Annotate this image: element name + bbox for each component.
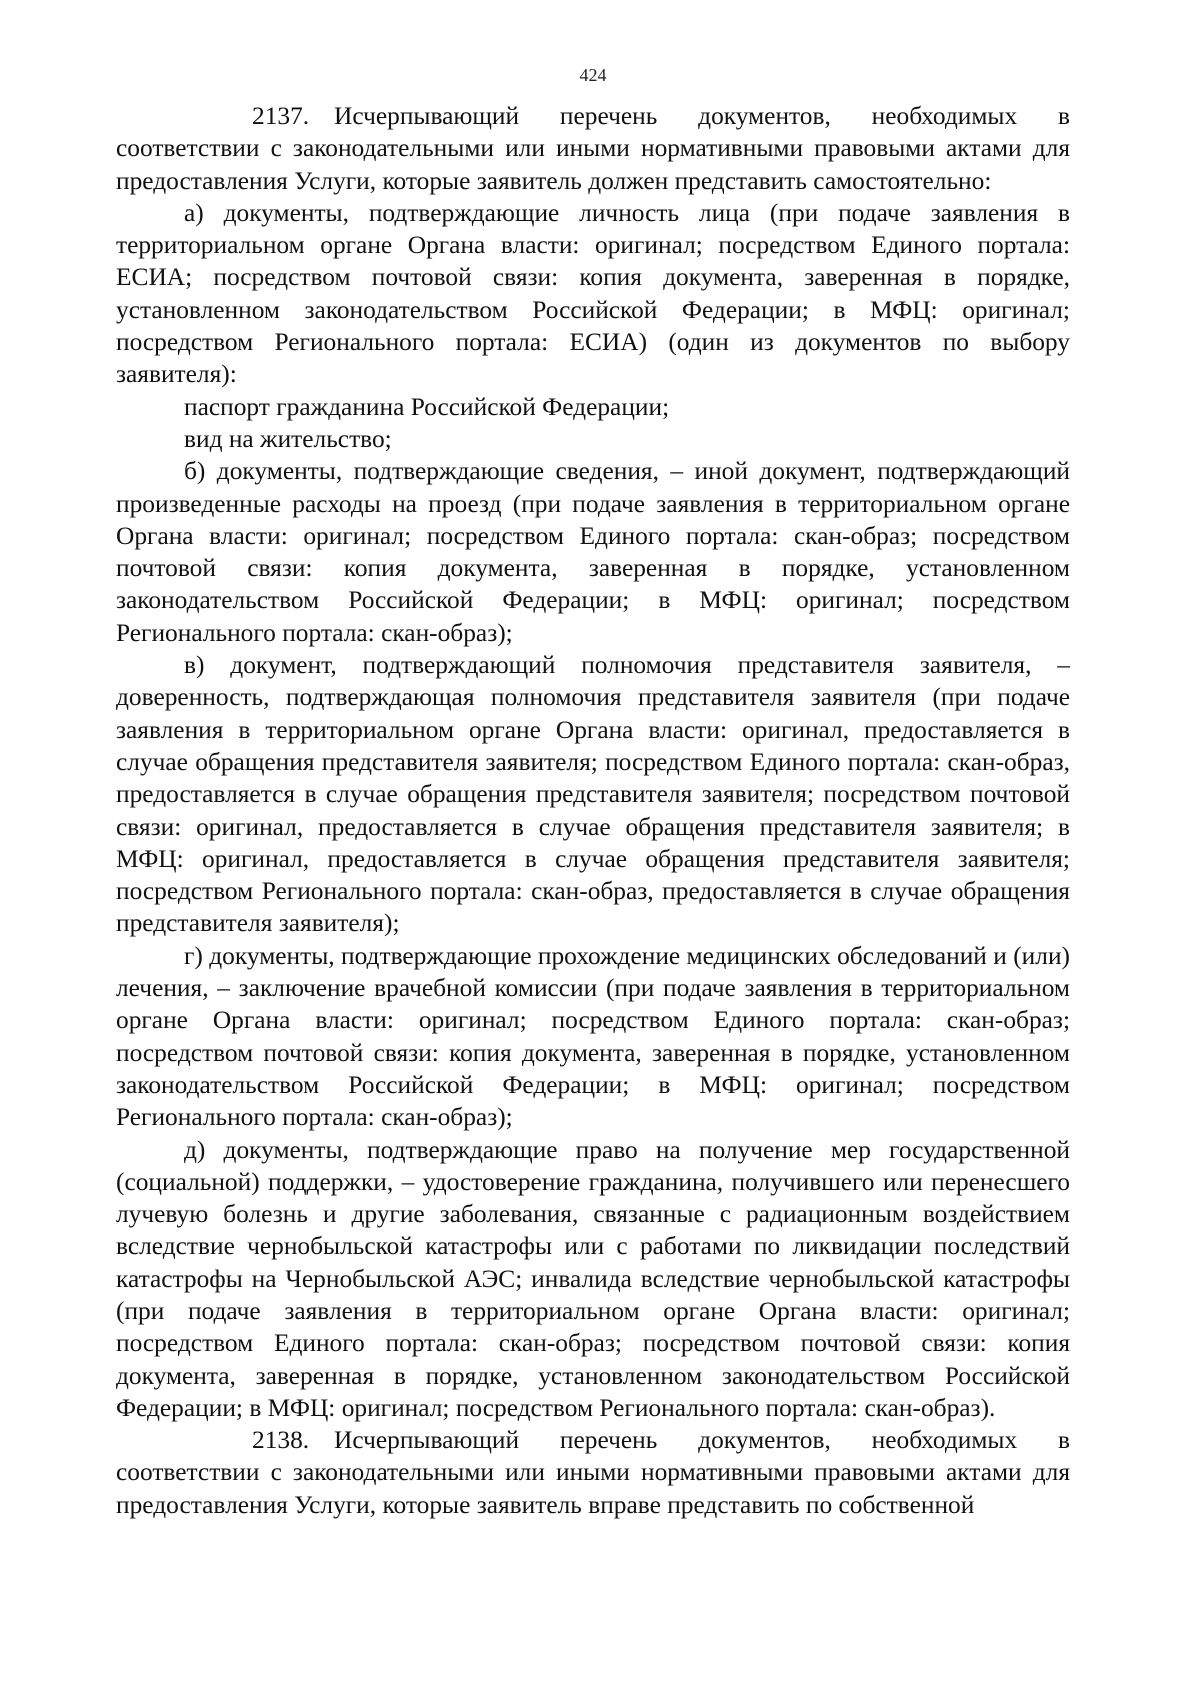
item-a: а) документы, подтверждающие личность лица (при подаче заявления в территориальном органе Органа власти: оригинал; посредством Единого портала: ЕСИА; посредством почтовой связи: копия документа, заверенная в порядке, установленном законодательством Российской Федерации; в МФЦ: оригинал; посредством Регионального портала: ЕСИА) (один из документов по выбору заявителя): bbox=[116, 198, 1070, 389]
paragraph-2137 bbox=[116, 100, 1070, 197]
paragraph-text: Исчерпывающий перечень документов, необходимых в соответствии с законодательными или иными нормативными правовыми актами для предоставления Услуги, которые заявитель вправе представить по собственной bbox=[116, 1426, 1070, 1519]
item-v: в) документ, подтверждающий полномочия представителя заявителя, – доверенность, подтверждающая полномочия представителя заявителя (при подаче заявления в территориальном органе Органа власти: оригинал, предоставляется в случае обращения представителя заявителя; посредством Единого портала: скан-образ, предоставляется в случае обращения представителя заявителя; посредством почтовой связи: оригинал, предоставляется в случае обращения представителя заявителя; в МФЦ: оригинал, предоставляется в случае обращения представителя заявителя; посредством Регионального портала: скан-образ, предоставляется в случае обращения представителя заявителя); bbox=[116, 651, 1070, 938]
page-number: 424 bbox=[579, 65, 607, 85]
item-b: б) документы, подтверждающие сведения, – иной документ, подтверждающий произведенные расходы на проезд (при подаче заявления в территориальном органе Органа власти: оригинал; посредством Единого портала: скан-образ; посредством почтовой связи: копия документа, заверенная в порядке, установленном законодательством Российской Федерации; в МФЦ: оригинал; посредством Регионального портала: скан-образ); bbox=[116, 457, 1070, 647]
document-page bbox=[116, 64, 1070, 1521]
item-a-list-1: паспорт гражданина Российской Федерации; bbox=[184, 392, 670, 421]
item-d: д) документы, подтверждающие право на получение мер государственной (социальной) поддержки, – удостоверение гражданина, получившего или перенесшего лучевую болезнь и другие заболевания, связанные с радиационным воздействием вследствие чернобыльской катастрофы или с работами по ликвидации последствий катастрофы на Чернобыльской АЭС; инвалида вследствие чернобыльской катастрофы (при подаче заявления в территориальном органе Органа власти: оригинал; посредством Единого портала: скан-образ; посредством почтовой связи: копия документа, заверенная в порядке, установленном законодательством Российской Федерации; в МФЦ: оригинал; посредством Регионального портала: скан-образ). bbox=[116, 1135, 1070, 1422]
paragraph-number: 2138. bbox=[252, 1426, 310, 1455]
item-a-list-2: вид на жительство; bbox=[184, 424, 392, 453]
item-g: г) документы, подтверждающие прохождение медицинских обследований и (или) лечения, – заключение врачебной комиссии (при подаче заявления в территориальном органе Органа власти: оригинал; посредством Единого портала: скан-образ; посредством почтовой связи: копия документа, заверенная в порядке, установленном законодательством Российской Федерации; в МФЦ: оригинал; посредством Регионального портала: скан-образ); bbox=[116, 941, 1070, 1132]
paragraph-2138 bbox=[116, 1424, 1070, 1521]
paragraph-number: 2137. bbox=[252, 102, 310, 130]
paragraph-text: Исчерпывающий перечень документов, необходимых в соответствии с законодательными или иными нормативными правовыми актами для предоставления Услуги, которые заявитель должен представить самостоятельно: bbox=[116, 102, 1070, 195]
